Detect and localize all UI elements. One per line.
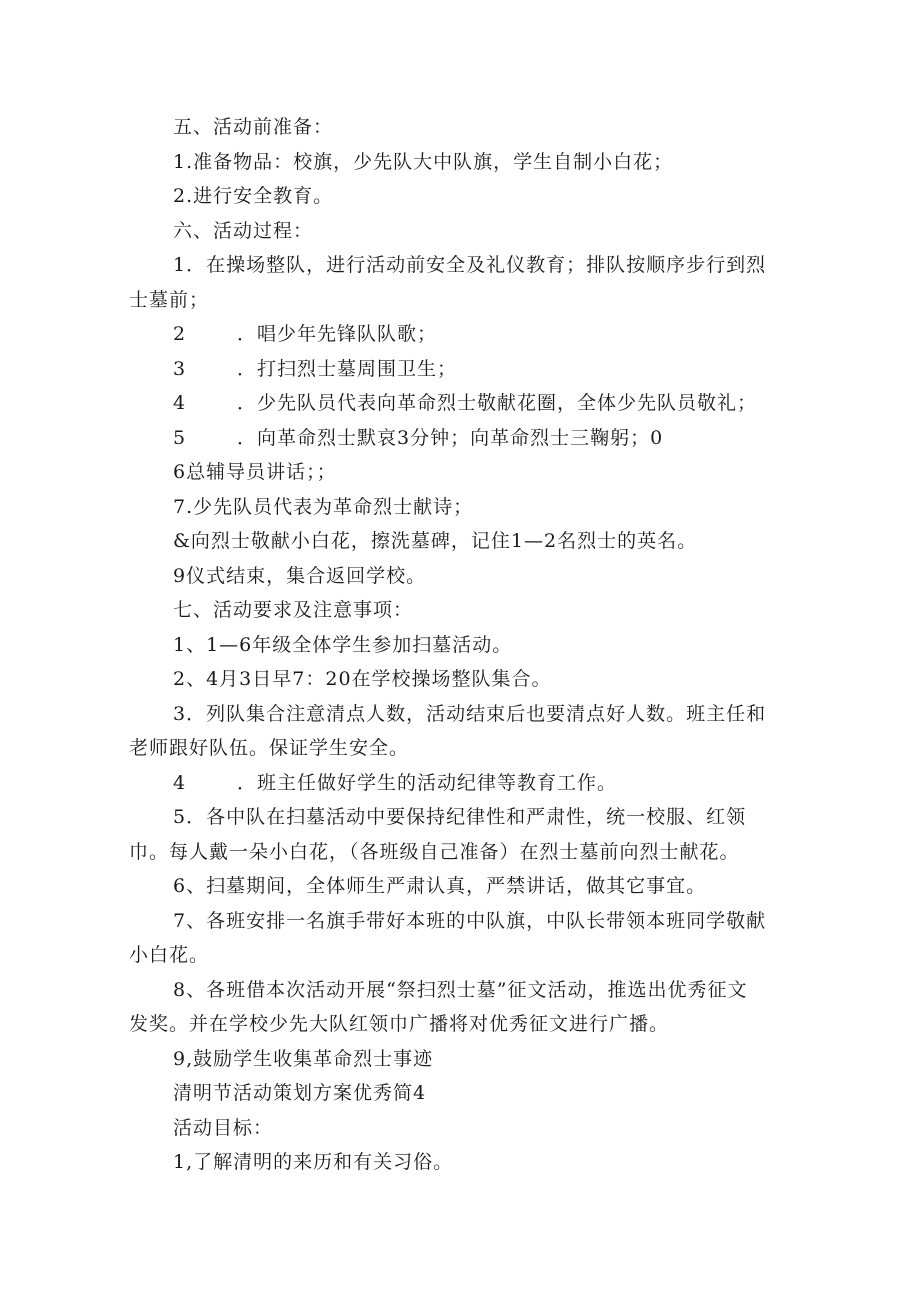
paragraph: 6总辅导员讲话；；	[173, 461, 337, 483]
paragraph: 1．在操场整队，进行活动前安全及礼仪教育；排队按顺序步行到烈	[173, 254, 767, 276]
paragraph: 2、4月3日早7：20在学校操场整队集合。	[173, 668, 552, 690]
paragraph-continuation: 发奖。并在学校少先大队红领巾广播将对优秀征文进行广播。	[129, 1013, 670, 1035]
list-number: 5	[173, 426, 187, 449]
paragraph: 9仪式结束，集合返回学校。	[173, 564, 427, 587]
paragraph: 1、1—6年级全体学生参加扫墓活动。	[173, 633, 513, 656]
paragraph: 1,了解清明的来历和有关习俗。	[173, 1151, 454, 1173]
list-number: 2	[173, 323, 187, 345]
paragraph: 6、扫墓期间，全体师生严肃认真，严禁讲话，做其它事宜。	[173, 875, 707, 897]
section-heading: 六、活动过程：	[173, 219, 314, 242]
list-item	[129, 317, 789, 352]
paragraph-continuation: 老师跟好队伍。保证学生安全。	[129, 737, 410, 759]
list-item	[129, 352, 789, 387]
paragraph: 1.准备物品：校旗，少先队大中队旗，学生自制小白花；	[173, 150, 674, 173]
document-body	[129, 110, 789, 1180]
list-number: 3	[173, 357, 187, 380]
list-text: ．唱少年先锋队队歌；	[237, 323, 438, 345]
paragraph: 8、各班借本次活动开展“祭扫烈士墓”征文活动，推选出优秀征文	[173, 978, 748, 1001]
paragraph: 2.进行安全教育。	[173, 185, 334, 207]
paragraph: 7、各班安排一名旗手带好本班的中队旗，中队长带领本班同学敬献	[173, 909, 767, 932]
list-item	[129, 421, 789, 456]
list-number: 4	[173, 771, 187, 794]
paragraph: 9,鼓励学生收集革命烈士事迹	[173, 1047, 434, 1070]
section-heading: 七、活动要求及注意事项：	[173, 599, 414, 621]
list-text: ．班主任做好学生的活动纪律等教育工作。	[237, 771, 618, 794]
paragraph-continuation: 巾。每人戴一朵小白花，（各班级自己准备）在烈士墓前向烈士献花。	[129, 840, 740, 863]
paragraph: 3．列队集合注意清点人数，活动结束后也要清点好人数。班主任和	[173, 702, 767, 725]
paragraph-continuation: 士墓前；	[129, 288, 210, 311]
list-text: ．打扫烈士墓周围卫生；	[237, 357, 458, 380]
paragraph: 7.少先队员代表为革命烈士献诗；	[173, 495, 474, 518]
paragraph: 5．各中队在扫墓活动中要保持纪律性和严肃性，统一校服、红领	[173, 806, 747, 828]
list-number: 4	[173, 392, 187, 414]
paragraph-continuation: 小白花。	[129, 944, 210, 966]
paragraph: &向烈士敬献小白花，擦洗墓碑，记住1—2名烈士的英名。	[173, 530, 698, 552]
article-title: 清明节活动策划方案优秀简4	[173, 1082, 427, 1104]
list-text: ．少先队员代表向革命烈士敬献花圈，全体少先队员敬礼；	[237, 392, 758, 414]
section-heading: 活动目标：	[173, 1116, 274, 1139]
list-text: ．向革命烈士默哀3分钟；向革命烈士三鞠躬；0	[237, 426, 664, 449]
section-heading: 五、活动前准备：	[173, 116, 334, 138]
list-item	[129, 766, 789, 801]
list-item	[129, 386, 789, 421]
